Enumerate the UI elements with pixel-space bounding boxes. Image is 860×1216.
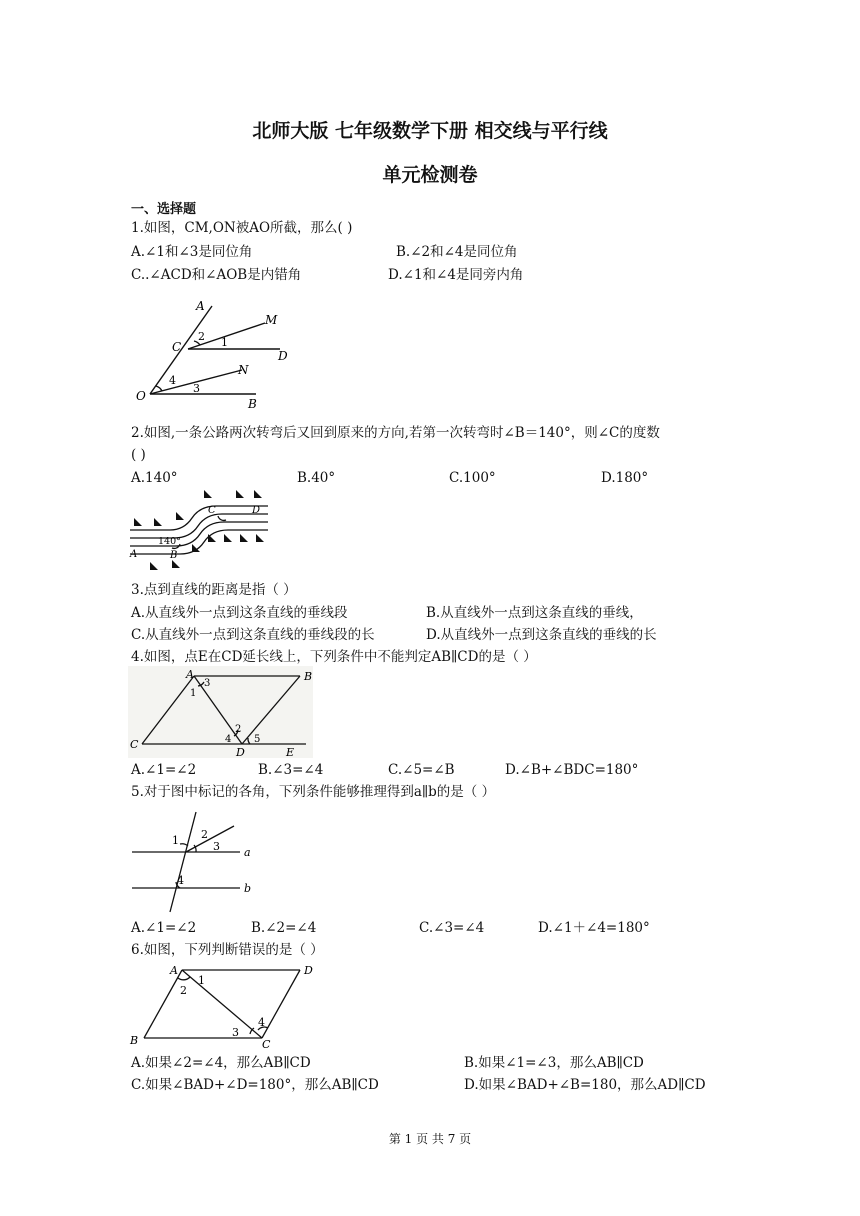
q4-angle-2: 2 [235,724,242,735]
q4-angle-4: 4 [225,734,232,745]
q2-option-c: C.100° [449,470,496,486]
q1-label-B: B [248,397,257,411]
q6-angle-2: 2 [180,984,187,997]
q6-angle-3: 3 [232,1026,239,1039]
q5-label-a: a [244,846,251,859]
q5-label-b: b [244,882,252,895]
q4-option-c: C.∠5=∠B [388,762,455,778]
q6-option-a: A.如果∠2=∠4，那么AB∥CD [131,1055,311,1071]
q3-option-c: C.从直线外一点到这条直线的垂线段的长 [131,627,375,643]
q2-stem: 2.如图,一条公路两次转弯后又回到原来的方向,若第一次转弯时∠B＝140°，则∠C的度数 [131,425,660,441]
q4-option-d: D.∠B+∠BDC=180° [505,762,639,778]
q2-option-a: A.140° [131,470,178,486]
q3-stem: 3.点到直线的距离是指（ ） [131,582,297,598]
q2-label-B: B [170,550,178,561]
q2-option-b: B.40° [297,470,336,486]
q1-angle-4: 4 [169,374,176,387]
q1-option-c: C..∠ACD和∠AOB是内错角 [131,267,302,283]
q4-label-E: E [286,746,295,758]
document-title: 北师大版 七年级数学下册 相交线与平行线 [252,120,608,142]
q1-angle-3: 3 [193,382,200,395]
q6-option-c: C.如果∠BAD+∠D=180°，那么AB∥CD [131,1077,379,1093]
q1-option-b: B.∠2和∠4是同位角 [396,244,518,260]
q6-label-B: B [130,1034,139,1047]
q3-option-d: D.从直线外一点到这条直线的垂线的长 [426,627,657,643]
q2-angle-label: 140° [158,536,181,547]
q4-angle-3: 3 [204,678,211,689]
q6-label-A: A [170,964,178,977]
q2-label-D: D [252,505,261,516]
q5-angle-3: 3 [213,840,220,853]
q4-label-B: B [304,670,313,683]
q1-label-D: D [278,349,288,363]
q5-angle-1: 1 [172,834,179,847]
q3-option-b: B.从直线外一点到这条直线的垂线， [426,605,643,621]
q4-option-b: B.∠3=∠4 [258,762,324,778]
q3-option-a: A.从直线外一点到这条直线的垂线段 [131,605,348,621]
q5-option-a: A.∠1=∠2 [131,920,197,936]
q1-label-O: O [136,389,146,403]
q1-label-N: N [238,363,249,377]
q4-label-C: C [130,738,139,751]
q5-angle-4: 4 [177,874,184,887]
q4-label-A: A [186,668,194,681]
q2-label-C: C [208,505,216,516]
q5-option-d: D.∠1＋∠4=180° [538,920,650,936]
q4-label-D: D [236,746,245,758]
section-heading: 一、选择题 [131,202,197,217]
q6-option-b: B.如果∠1=∠3，那么AB∥CD [464,1055,644,1071]
q5-stem: 5.对于图中标记的各角，下列条件能够推理得到a∥b的是（ ） [131,784,496,800]
document-subtitle: 单元检测卷 [382,164,478,186]
q5-figure [128,804,263,914]
q1-option-d: D.∠1和∠4是同旁内角 [388,267,524,283]
q6-label-C: C [262,1038,271,1048]
q1-angle-2: 2 [198,330,205,343]
q1-label-C: C [172,340,182,354]
q6-stem: 6.如图，下列判断错误的是（ ） [131,942,324,958]
q6-figure [128,962,318,1048]
q4-angle-1: 1 [190,688,197,699]
q1-label-M: M [265,313,278,327]
q6-label-D: D [304,964,313,977]
q1-figure [130,296,300,412]
q1-option-a: A.∠1和∠3是同位角 [131,244,253,260]
q6-angle-1: 1 [198,974,205,987]
q1-stem: 1.如图，CM,ON被AO所截，那么( ) [131,220,353,236]
q5-angle-2: 2 [201,828,208,841]
q6-angle-4: 4 [258,1016,265,1029]
q6-option-d: D.如果∠BAD+∠B=180，那么AD∥CD [464,1077,706,1093]
q4-figure [128,666,313,758]
q5-option-c: C.∠3=∠4 [419,920,485,936]
q5-option-b: B.∠2=∠4 [251,920,317,936]
page-footer: 第 1 页 共 7 页 [388,1132,472,1146]
q4-option-a: A.∠1=∠2 [131,762,197,778]
q4-angle-5: 5 [254,734,261,745]
q4-stem: 4.如图，点E在CD延长线上，下列条件中不能判定AB∥CD的是（ ） [131,649,537,665]
q1-angle-1: 1 [221,336,228,349]
q1-label-A: A [196,299,205,313]
q2-figure [128,486,273,576]
q2-label-A: A [130,549,138,560]
q2-option-d: D.180° [601,470,649,486]
q2-stem-bracket: ( ) [131,447,146,463]
